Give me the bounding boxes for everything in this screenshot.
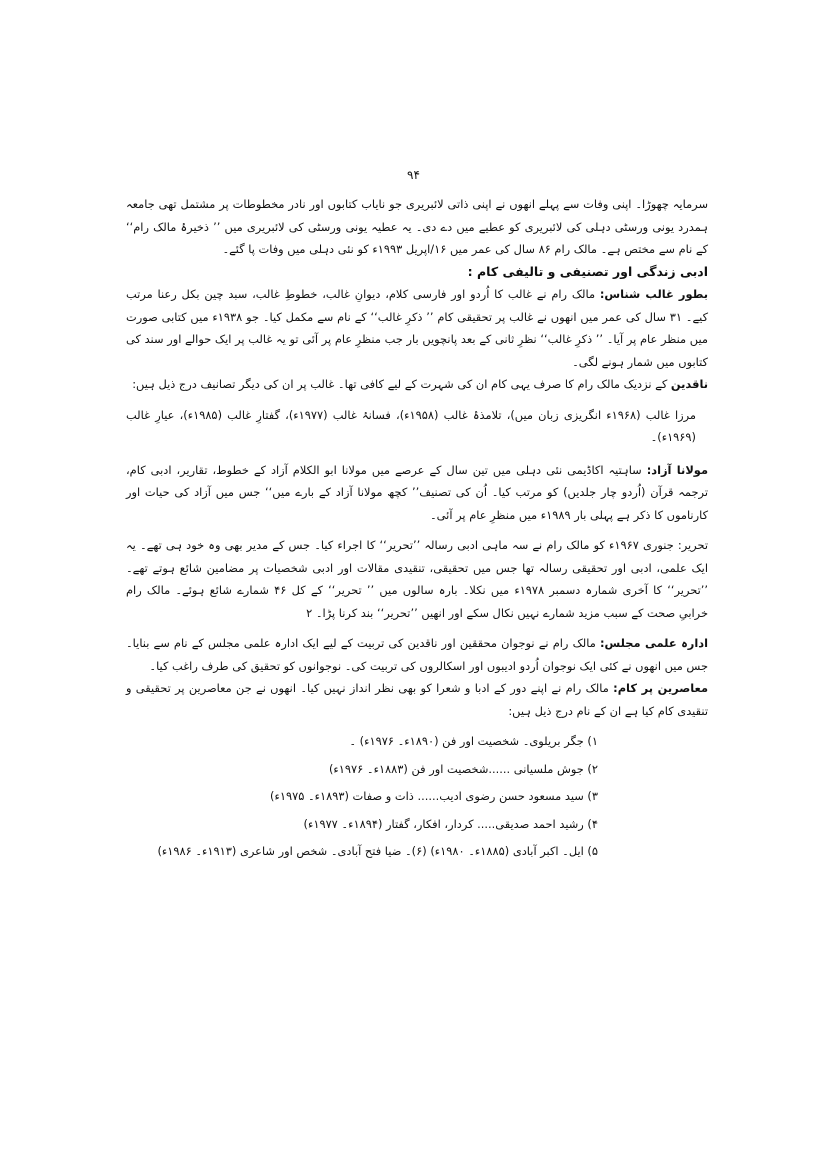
azad-paragraph [126, 459, 708, 527]
azad-text: ساہتیہ اکاڈیمی نئی دہلی میں تین سال کے عرصے میں مولانا ابو الکلام آزاد کے خطوط، تقاریر، ادبی کام، ترجمہ قرآن (اُردو چار جلدیں) کو مرتب کیا۔ اُن کی تصنیف’’ کچھ مولانا آزاد کے بارے میں‘‘ جس میں آزاد کی حیات اور کارناموں کا ذکر ہے پہلی بار ۱۹۸۹ء میں منظرِ عام پر آئی۔ [126, 462, 708, 522]
ghalib-critics-paragraph [126, 373, 708, 396]
tahreer-text: جنوری ۱۹۶۷ء کو مالک رام نے سہ ماہی ادبی رسالہ ’’تحریر‘‘ کا اجراء کیا۔ جس کے مدیر بھی وہ خود ہی تھے۔ یہ ایک علمی، ادبی اور تحقیقی رسالہ تھا جس میں تحقیقی، تنقیدی مقالات اور ادبی شخصیات پر مضامین شائع ہوتے تھے۔ ’’تحریر‘‘ کا آخری شمارہ دسمبر ۱۹۷۸ء میں نکلا۔ بارہ سالوں میں ’’ تحریر‘‘ کے کل ۴۶ شمارے شائع ہوئے۔ مالک رام خرابیِ صحت کے سبب مزید شمارے نہیں نکال سکے اور انھیں ’’تحریر‘‘ بند کرنا پڑا۔ ۲ [126, 538, 708, 620]
list-item: ۵) ایل۔ اکبر آبادی (۱۸۸۵ء۔ ۱۹۸۰ء) (۶)۔ ضیا فتح آبادی۔ شخص اور شاعری (۱۹۱۳ء۔ ۱۹۸۶ء) [157, 844, 598, 858]
muasireen-lead: معاصرین پر کام: [613, 681, 709, 695]
list-item: ۳) سید مسعود حسن رضوی ادیب...... ذات و صفات (۱۸۹۳ء۔ ۱۹۷۵ء) [270, 789, 598, 803]
idara-lead: ادارہ علمی مجلس: [599, 636, 708, 650]
list-item: ۴) رشید احمد صدیقی..... کردار، افکار، گفتار (۱۸۹۴ء۔ ۱۹۷۷ء) [303, 816, 598, 831]
ghalib-critics-text: کے نزدیک مالک رام کا صرف یہی کام ان کی شہرت کے لیے کافی تھا۔ غالب پر ان کی دیگر تصانیف درج ذیل ہیں: [132, 377, 671, 391]
muasireen-paragraph [126, 677, 708, 722]
ghalib-text: مالک رام نے غالب کا اُردو اور فارسی کلام، دیوانِ غالب، خطوطِ غالب، سبد چین بکل رعنا مرتب کیے۔ ۳۱ سال کی عمر میں انھوں نے غالب پر تحقیقی کام ’’ ذکرِ غالب‘‘ کے نام سے مکمل کیا۔ جو ۱۹۳۸ء میں کتابی صورت میں منظر عام پر آیا۔ ’’ ذکرِ غالب‘‘ نظرِ ثانی کے بعد پانچویں بار جب منظرِ عام پر آئی تو یہ غالب پر ایک حوالے اور سند کی کتابوں میں شمار ہونے لگی۔ [126, 287, 708, 369]
tahreer-paragraph [126, 534, 708, 624]
list-item: ۲) جوش ملسیانی ......شخصیت اور فن (۱۸۸۳ء۔ ۱۹۷۶ء) [328, 761, 598, 776]
muasireen-text: مالک رام نے اپنے دور کے ادبا و شعرا کو بھی نظر انداز نہیں کیا۔ انھوں نے جن معاصرین پر تحقیقی و تنقیدی کام کیا ہے ان کے نام درج ذیل ہیں: [126, 681, 708, 718]
list-item: ۱) جگر بریلوی۔ شخصیت اور فن (۱۸۹۰ء۔ ۱۹۷۶ء) ۔ [349, 734, 598, 748]
page-body [126, 193, 708, 866]
ghalib-works-list: مرزا غالب (۱۹۶۸ء انگریزی زبان میں)، تلامذۂ غالب (۱۹۵۸ء)، فسانۂ غالب (۱۹۷۷ء)، گفتارِ غالب (۱۹۸۵ء)، عیارِ غالب (۱۹۶۹ء)۔ [126, 407, 696, 444]
contemporaries-list [126, 728, 708, 866]
azad-lead: مولانا آزاد: [646, 462, 708, 477]
page-number: ۹۴ [407, 168, 420, 182]
ghalib-critics-lead: ناقدین [670, 377, 708, 391]
intro-paragraph: سرمایہ چھوڑا۔ اپنی وفات سے پہلے انھوں نے اپنی ذاتی لائبریری جو نایاب کتابوں اور نادر مخطوطات پر مشتمل تھی جامعہ ہمدرد یونی ورسٹی دہلی کی لائبریری کو عطیے میں دے دی۔ یہ عطیہ یونی ورسٹی کی لائبریری میں ’’ ذخیرۂ مالک رام‘‘ کے نام سے مختص ہے۔ مالک رام ۸۶ سال کی عمر میں ۱۶/اپریل ۱۹۹۳ء کو نئی دہلی میں وفات پا گئے۔ [126, 197, 708, 256]
ghalib-lead: بطور غالب شناس: [599, 287, 708, 301]
section-heading: ادبی زندگی اور تصنیفی و تالیفی کام : [467, 263, 708, 279]
ghalib-paragraph [126, 283, 708, 373]
idara-paragraph [126, 632, 708, 677]
idara-text: مالک رام نے نوجوان محققین اور ناقدین کی تربیت کے لیے ایک ادارہ علمی مجلس کے نام سے بنایا۔ جس میں انھوں نے کئی ایک نوجوان اُردو ادیبوں اور اسکالروں کی تربیت کی۔ نوجوانوں کو تحقیق کی طرف راغب کیا۔ [126, 636, 708, 673]
tahreer-lead: تحریر: [677, 538, 708, 552]
